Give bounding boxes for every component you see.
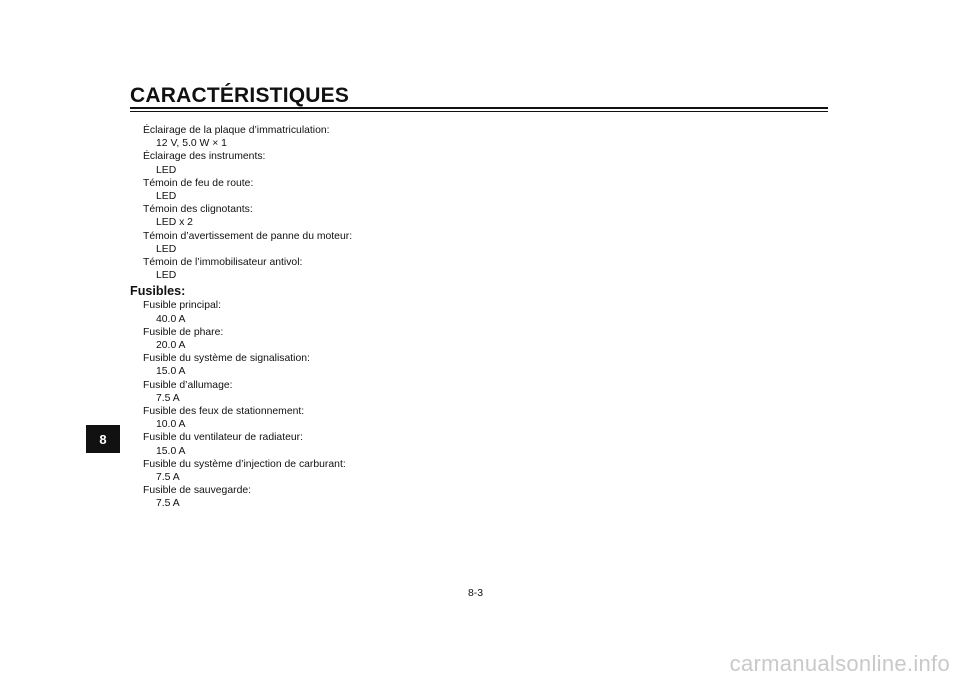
spec-value: 7.5 A bbox=[156, 498, 180, 510]
watermark: carmanualsonline.info bbox=[729, 651, 950, 676]
spec-value: LED bbox=[156, 270, 177, 282]
spec-value: 10.0 A bbox=[156, 419, 186, 431]
fuses-list bbox=[130, 299, 530, 510]
spec-label: Témoin d’avertissement de panne du moteur: bbox=[143, 230, 353, 242]
lighting-list bbox=[130, 124, 530, 282]
spec-label: Fusible du système d’injection de carburant: bbox=[143, 458, 346, 470]
chapter-tab: 8 bbox=[86, 425, 120, 453]
spec-label: Fusible des feux de stationnement: bbox=[143, 406, 305, 418]
spec-value: 15.0 A bbox=[156, 445, 186, 457]
spec-label: Fusible du ventilateur de radiateur: bbox=[143, 432, 303, 444]
spec-label: Fusible de sauvegarde: bbox=[143, 485, 252, 497]
spec-value: LED bbox=[156, 191, 177, 203]
spec-label: Témoin de l’immobilisateur antivol: bbox=[143, 257, 303, 269]
spec-value: 7.5 A bbox=[156, 472, 180, 484]
spec-value: 20.0 A bbox=[156, 340, 186, 352]
header-rule-thin bbox=[130, 111, 828, 112]
spec-value: 40.0 A bbox=[156, 313, 186, 325]
spec-value: LED bbox=[156, 164, 177, 176]
spec-label: Fusible d’allumage: bbox=[143, 379, 233, 391]
spec-value: 12 V, 5.0 W × 1 bbox=[156, 138, 227, 150]
spec-label: Fusible de phare: bbox=[143, 326, 224, 338]
spec-label: Témoin de feu de route: bbox=[143, 177, 254, 189]
header-rule-thick bbox=[130, 107, 828, 109]
page-number: 8-3 bbox=[468, 588, 484, 599]
fuses-heading: Fusibles: bbox=[130, 284, 186, 299]
spec-value: LED x 2 bbox=[156, 217, 193, 229]
specifications-content bbox=[130, 124, 530, 511]
spec-value: 15.0 A bbox=[156, 366, 186, 378]
spec-value: 7.5 A bbox=[156, 392, 180, 404]
spec-label: Fusible principal: bbox=[143, 300, 221, 312]
spec-label: Éclairage de la plaque d’immatriculation: bbox=[143, 125, 330, 136]
page-title: CARACTÉRISTIQUES bbox=[130, 84, 350, 107]
spec-label: Fusible du système de signalisation: bbox=[143, 353, 310, 365]
spec-value: LED bbox=[156, 243, 177, 255]
spec-label: Éclairage des instruments: bbox=[143, 151, 266, 163]
spec-label: Témoin des clignotants: bbox=[143, 204, 253, 216]
